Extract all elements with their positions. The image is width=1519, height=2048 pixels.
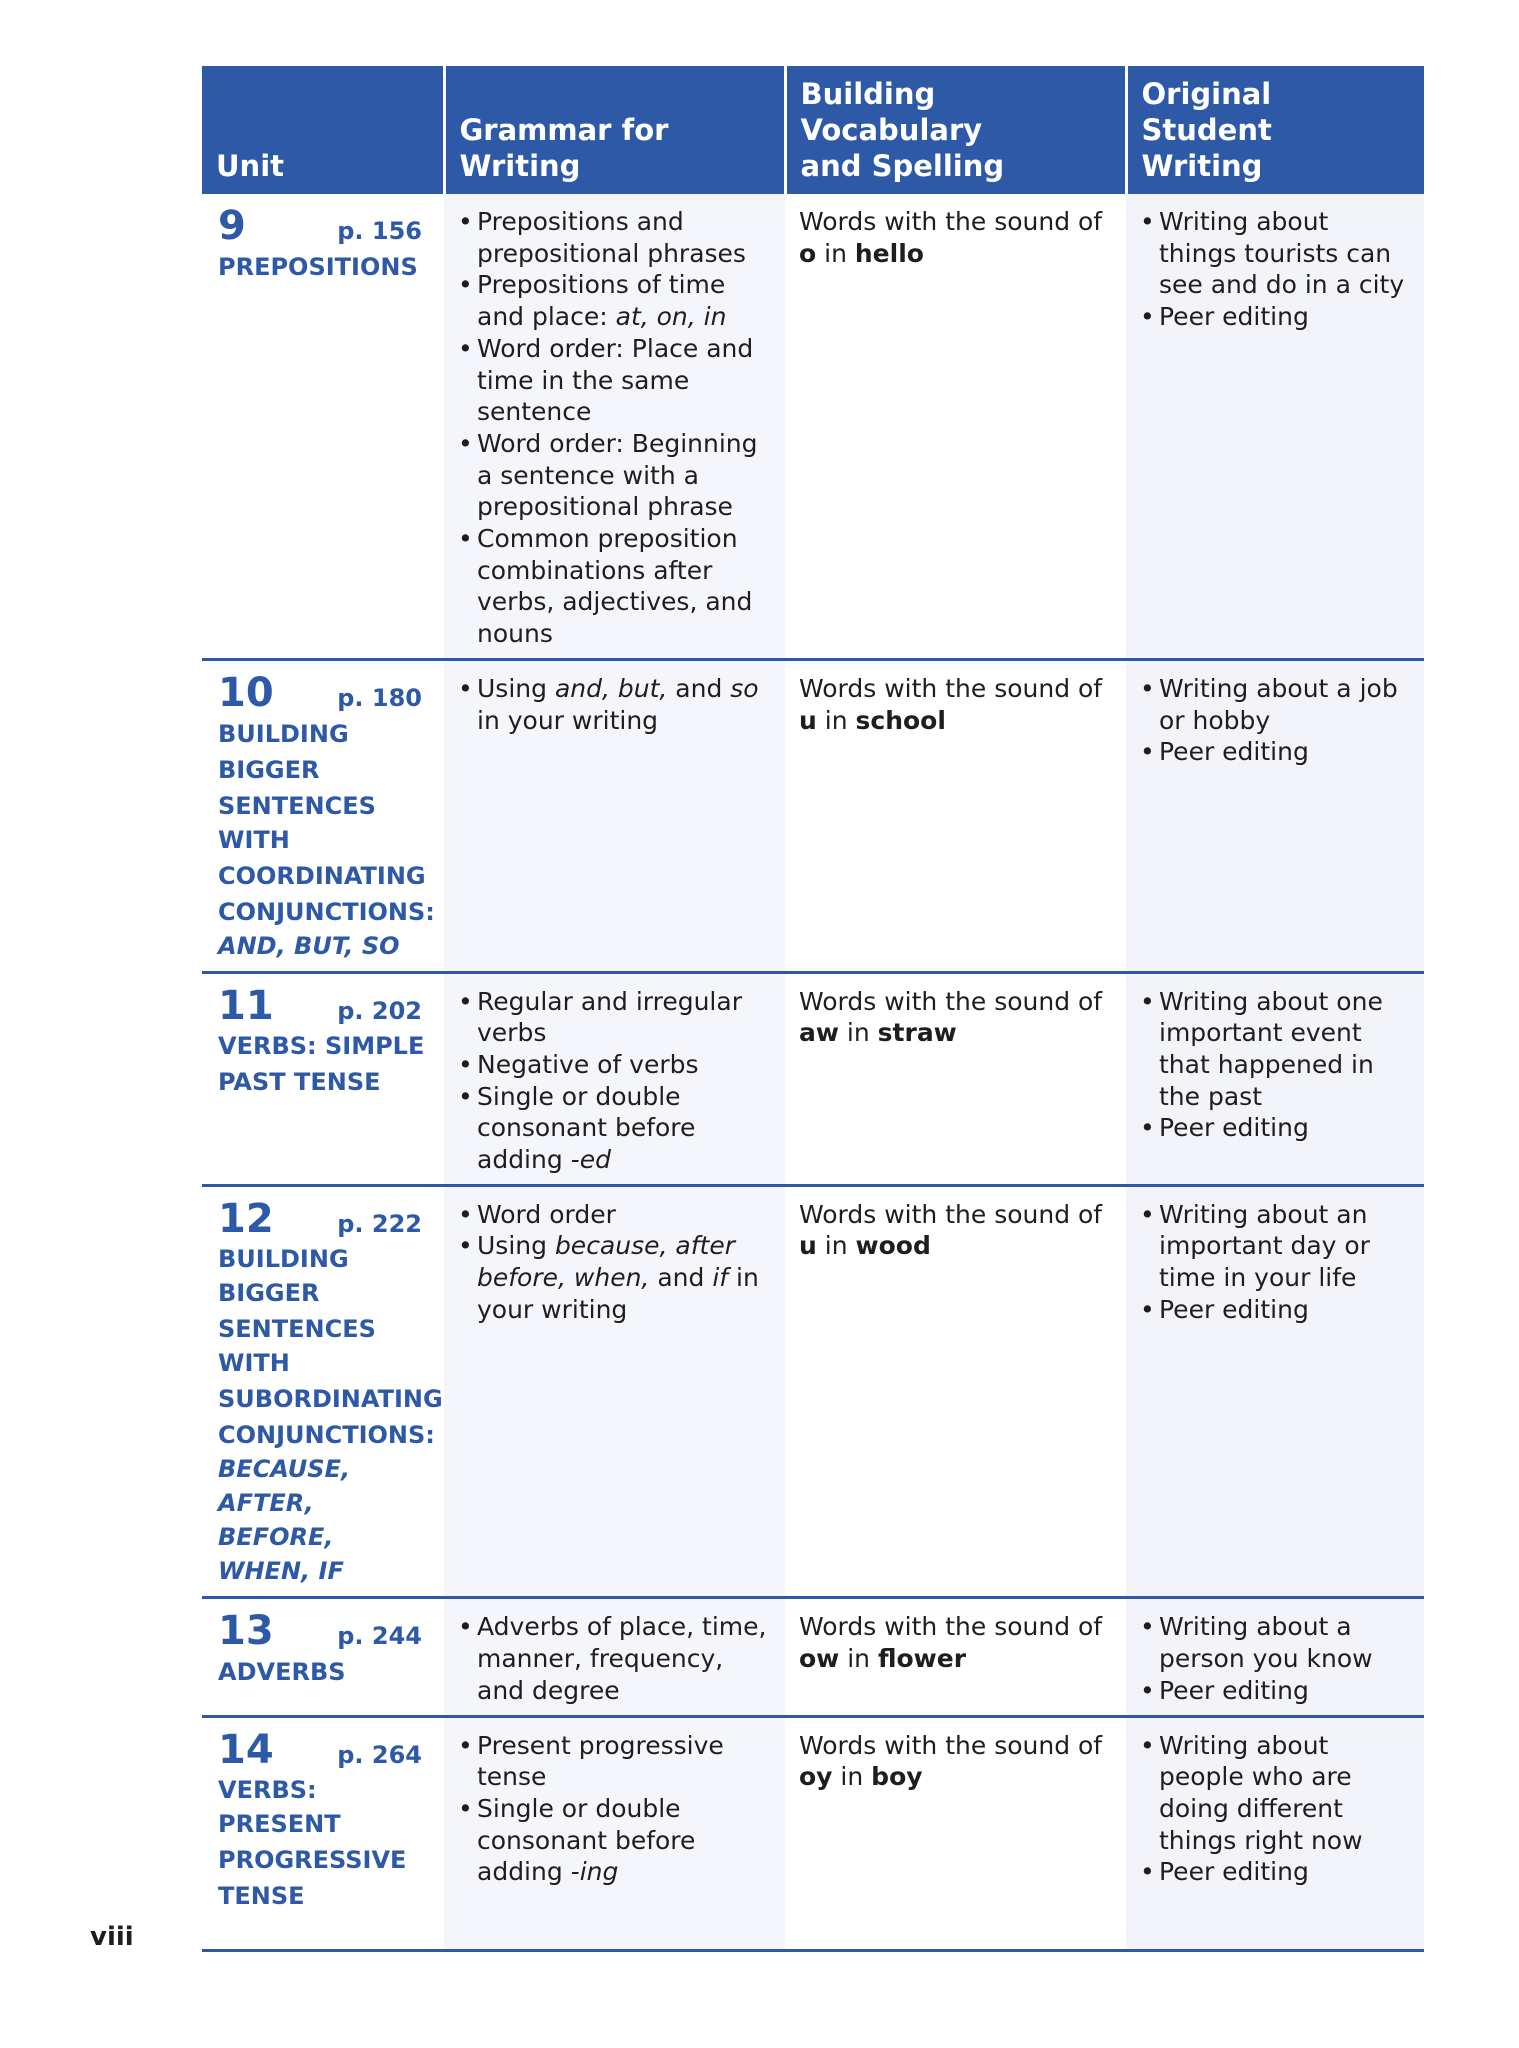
writing-cell bbox=[1126, 1716, 1424, 1951]
writing-item: • Writing about things tourists can see and do in a city bbox=[1140, 206, 1410, 301]
grammar-item bbox=[458, 1081, 771, 1176]
grammar-cell bbox=[444, 659, 785, 972]
unit-title-line: ADVERBS bbox=[218, 1658, 346, 1687]
writing-list bbox=[1140, 1199, 1410, 1326]
grammar-item bbox=[458, 428, 771, 523]
grammar-cell bbox=[444, 194, 785, 659]
vocabulary-text: Words with the sound of bbox=[799, 986, 1103, 1016]
vocabulary-text: Words with the sound of bbox=[799, 207, 1103, 236]
header-grammar: Grammar for Writing bbox=[444, 66, 785, 194]
unit-title-line: VERBS: SIMPLE bbox=[218, 1032, 425, 1061]
grammar-text: -ed bbox=[570, 1145, 611, 1175]
grammar-text: Adverbs of place, time, manner, frequency, and degree bbox=[477, 1612, 767, 1705]
grammar-list bbox=[458, 1611, 771, 1706]
unit-cell bbox=[202, 1716, 444, 1951]
writing-cell bbox=[1126, 1185, 1424, 1598]
vocabulary-text: flower bbox=[877, 1644, 967, 1674]
grammar-list bbox=[458, 673, 771, 736]
writing-item: • Writing about people who are doing different things right now bbox=[1140, 1730, 1410, 1857]
header-vocabulary: Building Vocabulary and Spelling bbox=[785, 66, 1126, 194]
vocabulary-text: in bbox=[838, 1018, 878, 1048]
grammar-item bbox=[458, 1199, 771, 1231]
header-unit: Unit bbox=[202, 66, 444, 194]
unit-title-line: CONJUNCTIONS: bbox=[218, 1421, 435, 1450]
writing-cell bbox=[1126, 194, 1424, 659]
vocabulary-text: in bbox=[816, 1231, 856, 1261]
unit-heading bbox=[218, 203, 430, 249]
writing-cell bbox=[1126, 1598, 1424, 1716]
table-header bbox=[202, 66, 1424, 194]
writing-item: • Writing about a person you know bbox=[1140, 1611, 1410, 1674]
grammar-text: and bbox=[667, 673, 731, 703]
vocabulary-text: in bbox=[839, 1644, 878, 1674]
vocabulary-text: school bbox=[855, 705, 946, 735]
writing-item: • Peer editing bbox=[1140, 301, 1410, 333]
unit-title-line: VERBS: PRESENT bbox=[218, 1776, 341, 1839]
grammar-text: at, on, in bbox=[615, 302, 727, 332]
unit-number: 9 bbox=[218, 203, 246, 249]
grammar-text: in your writing bbox=[477, 705, 659, 735]
unit-title-line: SUBORDINATING bbox=[218, 1385, 443, 1414]
grammar-cell bbox=[444, 1716, 785, 1951]
grammar-text: Single or double consonant before adding bbox=[477, 1081, 696, 1175]
vocabulary-cell bbox=[785, 1185, 1126, 1598]
unit-cell bbox=[202, 194, 444, 659]
vocabulary-text: Words with the sound of bbox=[799, 1199, 1103, 1229]
vocabulary-text: u bbox=[799, 705, 817, 735]
grammar-text: Prepositions and prepositional phrases bbox=[477, 207, 746, 268]
grammar-text: because, after before, when, bbox=[477, 1231, 735, 1293]
table-row bbox=[202, 659, 1424, 972]
grammar-item bbox=[458, 1730, 771, 1793]
grammar-item bbox=[458, 523, 771, 650]
unit-page-ref: p. 264 bbox=[337, 1740, 422, 1769]
grammar-text: -ing bbox=[570, 1857, 619, 1887]
unit-title-line: BECAUSE, bbox=[218, 1455, 351, 1484]
unit-cell bbox=[202, 1185, 444, 1598]
grammar-text: Using bbox=[477, 673, 555, 703]
writing-list bbox=[1140, 206, 1410, 333]
grammar-text: in your writing bbox=[477, 1263, 759, 1324]
table-body bbox=[202, 194, 1424, 1951]
grammar-text: Regular and irregular verbs bbox=[477, 986, 742, 1048]
grammar-cell bbox=[444, 972, 785, 1185]
unit-page-ref: p. 180 bbox=[337, 683, 422, 712]
writing-item: • Peer editing bbox=[1140, 1112, 1410, 1144]
writing-list bbox=[1140, 1730, 1410, 1889]
unit-heading bbox=[218, 1608, 430, 1655]
grammar-text: Using bbox=[477, 1231, 555, 1261]
unit-title-line: PAST TENSE bbox=[218, 1068, 381, 1097]
writing-item: • Peer editing bbox=[1140, 736, 1410, 768]
vocabulary-text: oy bbox=[799, 1762, 833, 1792]
grammar-text: Present progressive tense bbox=[477, 1730, 724, 1792]
writing-list bbox=[1140, 1611, 1410, 1706]
unit-page-ref: p. 156 bbox=[337, 217, 422, 245]
vocabulary-text: hello bbox=[854, 238, 924, 268]
vocabulary-text: Words with the sound of bbox=[799, 1730, 1103, 1760]
grammar-item bbox=[458, 206, 771, 269]
writing-list bbox=[1140, 673, 1410, 768]
table-row bbox=[202, 194, 1424, 659]
unit-title-line: AND, BUT, SO bbox=[218, 931, 400, 960]
unit-number: 14 bbox=[218, 1726, 274, 1773]
unit-page-ref: p. 244 bbox=[337, 1622, 422, 1651]
unit-title-line: PREPOSITIONS bbox=[218, 252, 418, 281]
unit-title-line: AFTER, BEFORE, bbox=[218, 1489, 334, 1552]
unit-title-line: WHEN, IF bbox=[218, 1557, 344, 1586]
unit-heading bbox=[218, 669, 430, 716]
grammar-list bbox=[458, 1199, 771, 1326]
grammar-item bbox=[458, 1230, 771, 1325]
vocabulary-text: o bbox=[799, 238, 817, 268]
grammar-item bbox=[458, 1611, 771, 1706]
table-row bbox=[202, 972, 1424, 1185]
grammar-list bbox=[458, 1730, 771, 1889]
unit-title-line: PROGRESSIVE bbox=[218, 1846, 407, 1875]
grammar-text: Common preposition combinations after verbs, adjectives, and nouns bbox=[477, 524, 753, 649]
vocabulary-text: ow bbox=[799, 1644, 840, 1674]
grammar-item bbox=[458, 269, 771, 332]
unit-title-line: CONJUNCTIONS: bbox=[218, 897, 435, 926]
grammar-text: so bbox=[730, 673, 759, 703]
grammar-text: Prepositions of time and place: bbox=[477, 270, 726, 332]
grammar-list bbox=[458, 986, 771, 1176]
unit-page-ref: p. 202 bbox=[337, 996, 422, 1025]
unit-title-line: COORDINATING bbox=[218, 861, 426, 890]
grammar-text: Word order bbox=[477, 1199, 616, 1229]
vocabulary-text: in bbox=[816, 238, 855, 268]
header-writing: Original Student Writing bbox=[1126, 66, 1424, 194]
writing-item: • Writing about a job or hobby bbox=[1140, 673, 1410, 736]
vocabulary-text: boy bbox=[871, 1762, 923, 1792]
writing-cell bbox=[1126, 659, 1424, 972]
unit-number: 13 bbox=[218, 1608, 274, 1655]
unit-number: 10 bbox=[218, 669, 274, 716]
vocabulary-cell bbox=[785, 972, 1126, 1185]
unit-cell bbox=[202, 1598, 444, 1716]
grammar-text: Word order: Beginning a sentence with a prepositional phrase bbox=[477, 428, 758, 522]
vocabulary-text: aw bbox=[799, 1018, 839, 1048]
unit-cell bbox=[202, 972, 444, 1185]
grammar-list bbox=[458, 206, 771, 650]
grammar-item bbox=[458, 986, 771, 1049]
page-number: viii bbox=[90, 1922, 134, 1952]
grammar-text: and bbox=[649, 1263, 713, 1293]
unit-heading bbox=[218, 1195, 430, 1242]
unit-cell bbox=[202, 659, 444, 972]
grammar-text: Negative of verbs bbox=[477, 1049, 699, 1079]
grammar-text: and, but, bbox=[554, 673, 668, 703]
vocabulary-text: Words with the sound of bbox=[799, 1612, 1103, 1642]
writing-cell bbox=[1126, 972, 1424, 1185]
vocabulary-text: wood bbox=[855, 1231, 931, 1261]
writing-list bbox=[1140, 986, 1410, 1145]
unit-title-line: SENTENCES WITH bbox=[218, 791, 376, 854]
grammar-cell bbox=[444, 1185, 785, 1598]
unit-title-line: BIGGER bbox=[218, 755, 320, 784]
unit-title-line: BUILDING bbox=[218, 719, 349, 748]
unit-title-line: TENSE bbox=[218, 1882, 305, 1911]
vocabulary-cell bbox=[785, 1598, 1126, 1716]
table-row bbox=[202, 1716, 1424, 1951]
writing-item: • Writing about one important event that happened in the past bbox=[1140, 986, 1410, 1113]
vocabulary-text: in bbox=[816, 705, 856, 735]
grammar-item bbox=[458, 1793, 771, 1888]
unit-heading bbox=[218, 1726, 430, 1773]
writing-item: • Peer editing bbox=[1140, 1675, 1410, 1707]
table-row bbox=[202, 1185, 1424, 1598]
grammar-item bbox=[458, 333, 771, 428]
vocabulary-cell bbox=[785, 1716, 1126, 1951]
unit-number: 12 bbox=[218, 1195, 274, 1242]
vocabulary-cell bbox=[785, 194, 1126, 659]
vocabulary-text: straw bbox=[877, 1018, 957, 1048]
unit-title-line: SENTENCES WITH bbox=[218, 1315, 376, 1378]
writing-item: • Peer editing bbox=[1140, 1856, 1410, 1888]
writing-item: • Writing about an important day or time in your life bbox=[1140, 1199, 1410, 1294]
grammar-text: if bbox=[712, 1263, 729, 1293]
vocabulary-text: u bbox=[799, 1231, 817, 1261]
grammar-cell bbox=[444, 1598, 785, 1716]
vocabulary-text: in bbox=[832, 1762, 872, 1792]
grammar-item bbox=[458, 673, 771, 736]
grammar-item bbox=[458, 1049, 771, 1081]
unit-heading bbox=[218, 982, 430, 1029]
table-row bbox=[202, 1598, 1424, 1716]
unit-title-line: BUILDING BIGGER bbox=[218, 1245, 349, 1308]
unit-page-ref: p. 222 bbox=[337, 1209, 422, 1238]
writing-item: • Peer editing bbox=[1140, 1294, 1410, 1326]
grammar-text: Single or double consonant before adding bbox=[477, 1793, 696, 1887]
unit-number: 11 bbox=[218, 982, 274, 1029]
vocabulary-text: Words with the sound of bbox=[799, 673, 1103, 703]
contents-table bbox=[202, 66, 1424, 1952]
vocabulary-cell bbox=[785, 659, 1126, 972]
grammar-text: Word order: Place and time in the same sentence bbox=[477, 333, 754, 427]
